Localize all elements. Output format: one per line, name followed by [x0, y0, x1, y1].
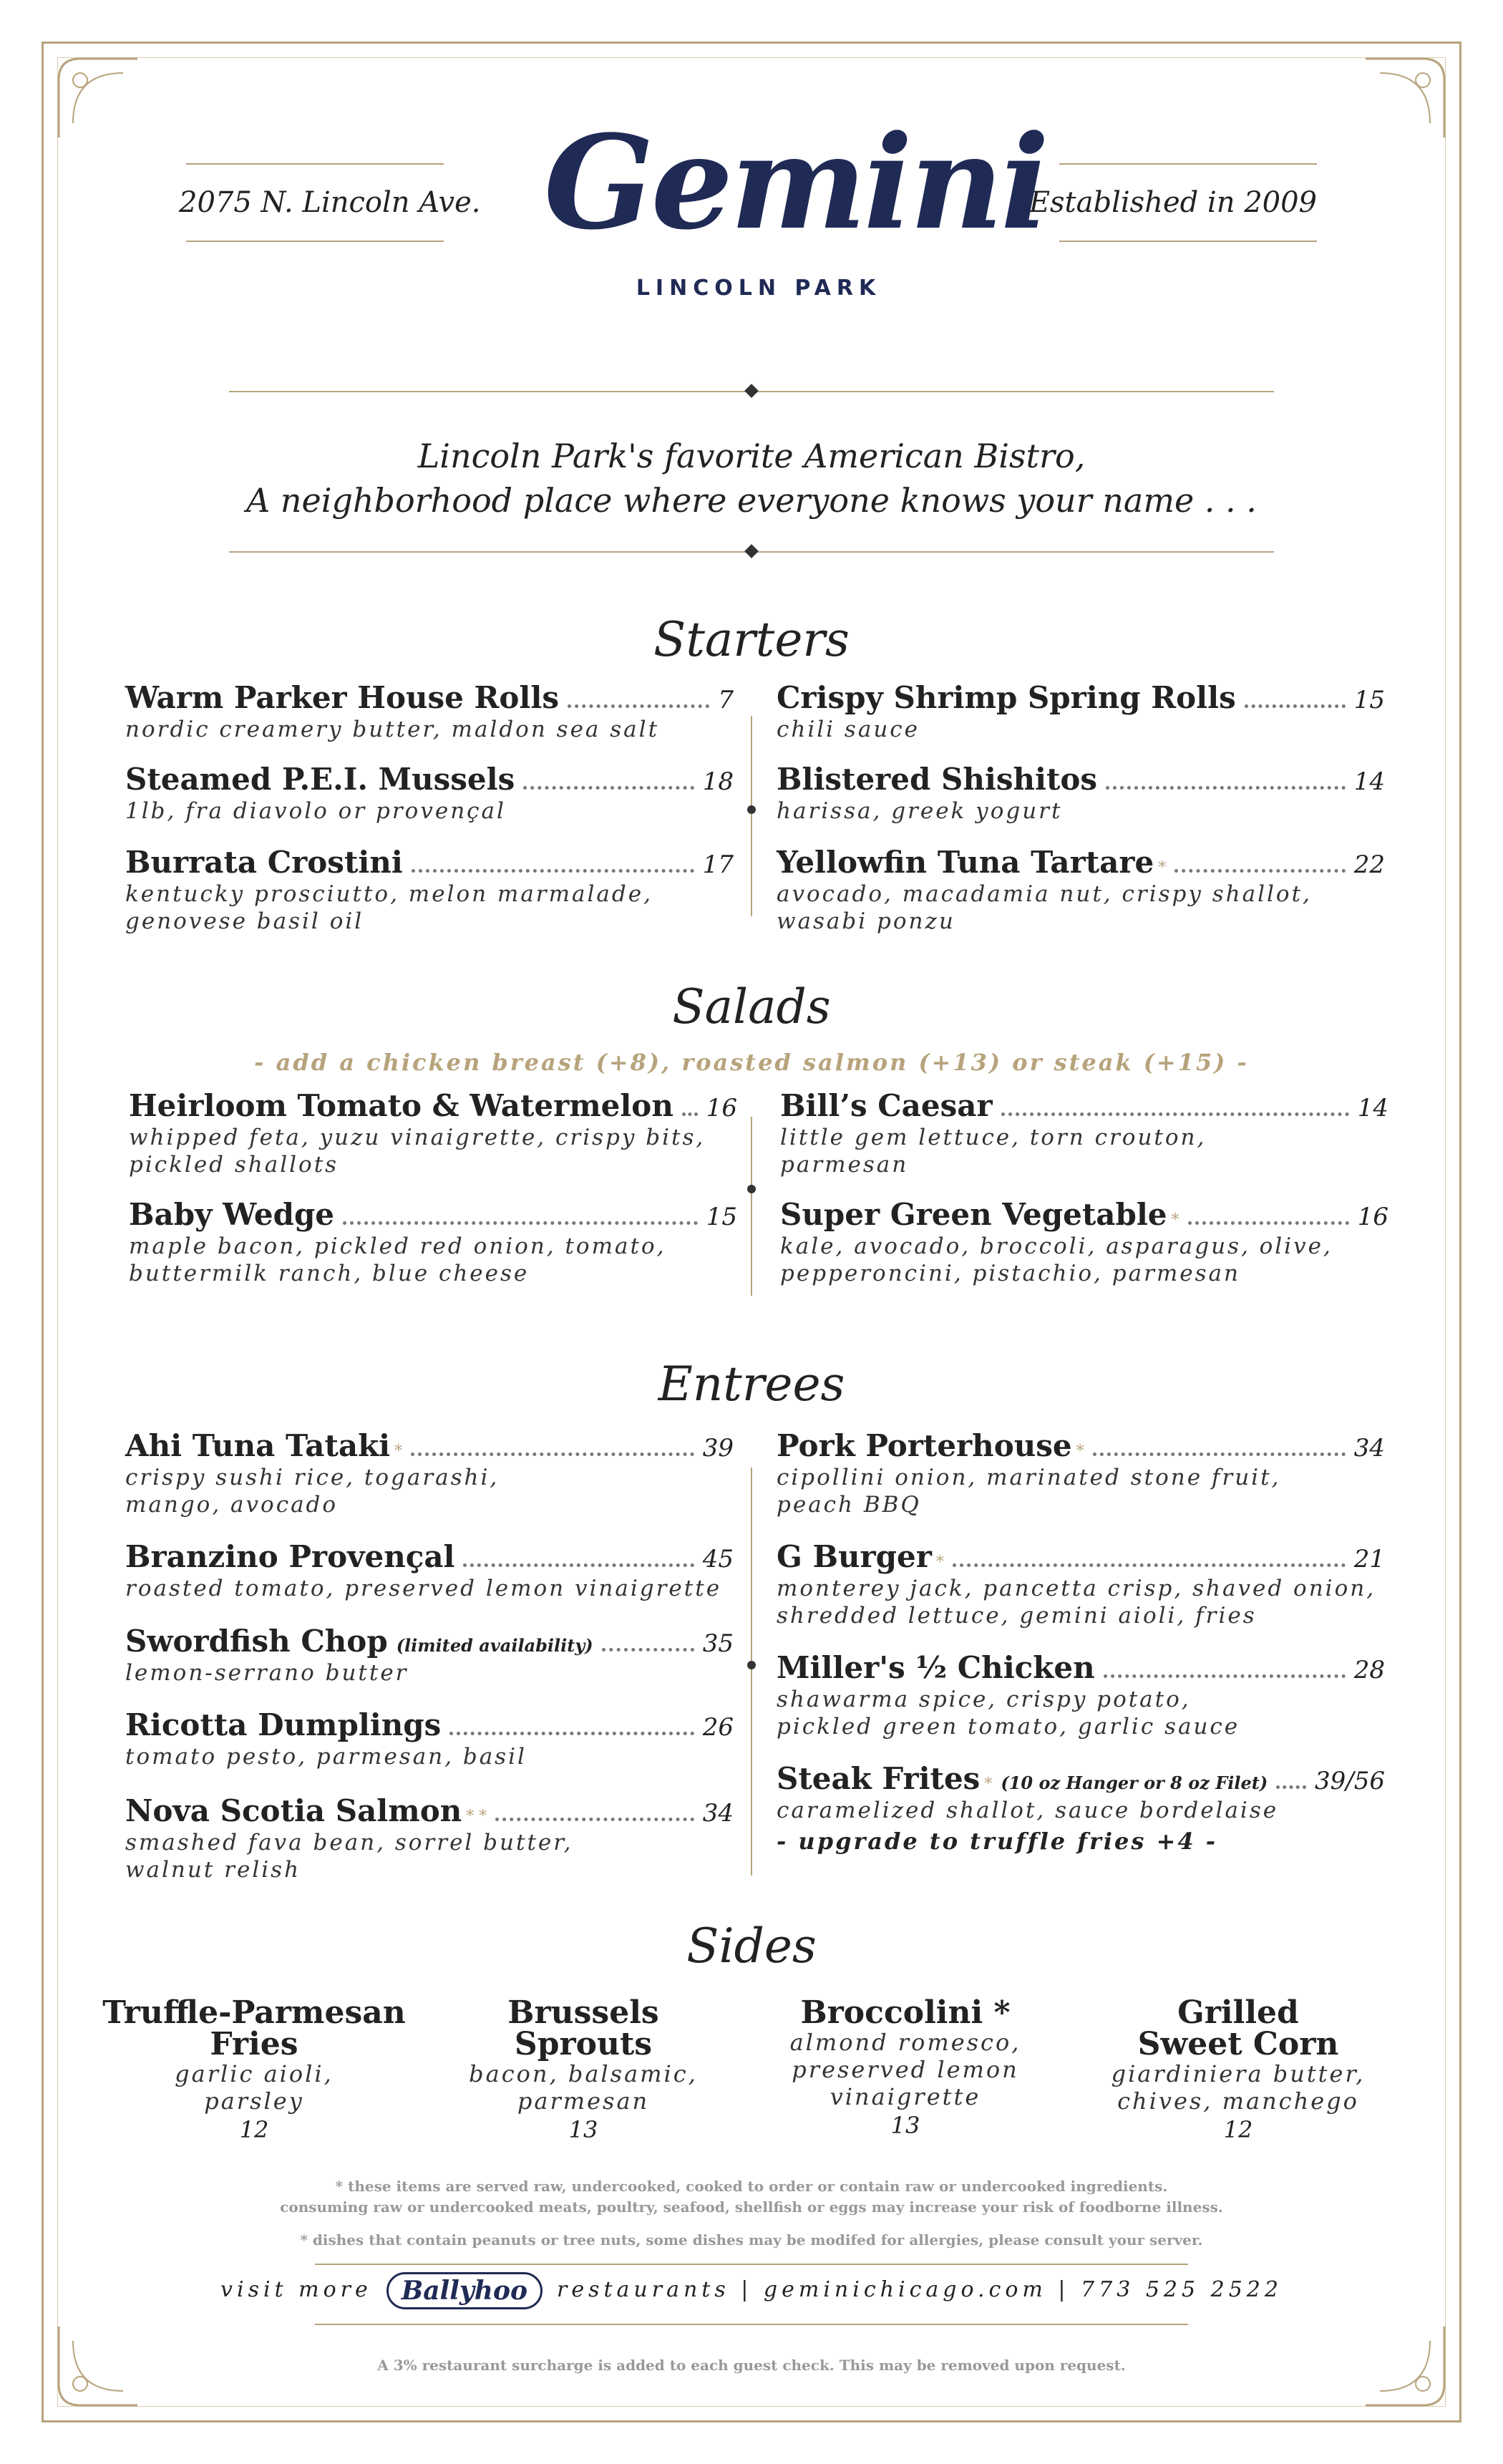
leader-dots: [682, 1112, 698, 1116]
side-item: [100, 1994, 408, 2143]
upgrade-note: - upgrade to truffle fries +4 -: [777, 1828, 1218, 1855]
item-name: Miller's ½ Chicken: [777, 1650, 1095, 1685]
item-name: Baby Wedge: [129, 1197, 335, 1232]
item-desc: pepperoncini, pistachio, parmesan: [780, 1261, 1240, 1286]
leader-dots: [343, 1221, 698, 1225]
address-rule-bottom: [186, 241, 444, 242]
section-title-sides: Sides: [686, 1919, 817, 1974]
item-price: 7: [718, 686, 734, 714]
side-name: Sprouts: [514, 2026, 653, 2062]
item-price: 39: [702, 1434, 734, 1463]
item-price: 45: [702, 1545, 734, 1573]
established: Established in 2009: [1028, 186, 1317, 219]
raw-star: * *: [466, 1808, 487, 1825]
column-divider: [751, 716, 752, 916]
item-price: 34: [1353, 1434, 1385, 1463]
side-desc: parmesan: [517, 2087, 650, 2115]
item-desc: walnut relish: [125, 1857, 301, 1883]
raw-star: *: [984, 1775, 993, 1793]
item-desc: roasted tomato, preserved lemon vinaigrette: [125, 1576, 722, 1601]
item-price: 15: [706, 1203, 737, 1231]
item-name: Pork Porterhouse: [777, 1428, 1072, 1463]
item-name: G Burger: [777, 1539, 932, 1574]
item-price: 39/56: [1315, 1767, 1385, 1795]
leader-dots: [1104, 1674, 1346, 1678]
leader-dots: [1093, 1452, 1346, 1456]
menu-item: [125, 1793, 734, 1883]
menu-item: [780, 1197, 1388, 1286]
raw-star: *: [1158, 859, 1167, 877]
raw-warning-2: consuming raw or undercooked meats, poultry, seafood, shellfish or eggs may increase your risk of foodborne illness.: [280, 2198, 1223, 2216]
raw-star: *: [394, 1442, 403, 1460]
item-desc: buttermilk ranch, blue cheese: [129, 1261, 530, 1286]
side-name: Broccolini *: [800, 1994, 1011, 2031]
ballyhoo-logo[interactable]: Ballyhoo: [386, 2272, 543, 2309]
item-desc: crispy sushi rice, togarashi,: [125, 1465, 500, 1490]
surcharge-note: A 3% restaurant surcharge is added to each guest check. This may be removed upon request.: [377, 2357, 1126, 2374]
item-desc: shawarma spice, crispy potato,: [777, 1687, 1191, 1712]
leader-dots: [568, 704, 709, 708]
item-desc: monterey jack, pancetta crisp, shaved onion,: [777, 1576, 1376, 1601]
menu-item: [125, 1428, 734, 1518]
item-name: Ricotta Dumplings: [125, 1707, 442, 1742]
leader-dots: [463, 1563, 694, 1567]
leader-dots: [449, 1732, 694, 1735]
item-name: Warm Parker House Rolls: [125, 680, 559, 715]
menu-item: [777, 1428, 1385, 1518]
menu-item: [125, 1539, 734, 1601]
side-item: [1084, 1994, 1392, 2143]
side-desc: garlic aioli,: [175, 2060, 334, 2087]
item-note: (10 oz Hanger or 8 oz Filet): [1001, 1772, 1268, 1793]
side-desc: bacon, balsamic,: [469, 2060, 698, 2087]
leader-dots: [495, 1818, 694, 1821]
leader-dots: [411, 1452, 694, 1456]
item-desc: caramelized shallot, sauce bordelaise: [777, 1798, 1279, 1823]
menu-item: [777, 1761, 1385, 1855]
leader-dots: [1174, 869, 1346, 873]
leader-dots: [523, 786, 694, 790]
item-name: Ahi Tuna Tataki: [125, 1428, 391, 1463]
leader-dots: [602, 1648, 694, 1651]
visit-post[interactable]: restaurants | geminichicago.com | 773 525 2522: [557, 2277, 1283, 2302]
side-name: Brussels: [507, 1994, 659, 2031]
raw-star: *: [1076, 1442, 1084, 1460]
column-divider: [751, 1468, 752, 1876]
logo: Gemini: [544, 107, 1047, 258]
menu-item: [780, 1088, 1388, 1178]
side-desc: almond romesco,: [789, 2029, 1021, 2056]
item-note: (limited availability): [396, 1635, 593, 1656]
menu-item: [125, 1707, 734, 1770]
corner-ornament-icon: [52, 52, 145, 145]
column-divider: [751, 1117, 752, 1296]
item-desc: 1lb, fra diavolo or provençal: [125, 798, 506, 824]
leader-dots: [1276, 1785, 1306, 1789]
item-price: 16: [706, 1094, 737, 1122]
side-desc: giardiniera butter,: [1111, 2060, 1366, 2087]
menu-item: [777, 845, 1385, 934]
item-price: 26: [702, 1713, 734, 1742]
leader-dots: [1106, 786, 1346, 790]
item-name: Crispy Shrimp Spring Rolls: [777, 680, 1236, 715]
item-price: 34: [702, 1799, 734, 1828]
raw-star: *: [935, 1553, 944, 1571]
item-desc: little gem lettuce, torn crouton,: [780, 1125, 1207, 1150]
item-desc: pickled shallots: [129, 1152, 339, 1178]
logo-neighborhood: LINCOLN PARK: [636, 276, 882, 301]
leader-dots: [412, 869, 694, 873]
item-desc: cipollini onion, marinated stone fruit,: [777, 1465, 1281, 1490]
column-divider-dot: [747, 1185, 756, 1193]
item-desc: pickled green tomato, garlic sauce: [777, 1714, 1240, 1740]
menu-item: [777, 680, 1385, 742]
item-desc: wasabi ponzu: [777, 908, 955, 934]
side-name: Sweet Corn: [1137, 2026, 1339, 2062]
item-price: 16: [1357, 1203, 1388, 1231]
side-price: 13: [890, 2112, 920, 2139]
item-name: Swordfish Chop: [125, 1624, 388, 1659]
visit-line: [0, 2272, 1503, 2309]
section-title-salads: Salads: [672, 979, 831, 1034]
item-name: Yellowfin Tuna Tartare: [777, 845, 1154, 880]
item-desc: avocado, macadamia nut, crispy shallot,: [777, 881, 1312, 907]
leader-dots: [1245, 704, 1346, 708]
menu-item: [129, 1088, 737, 1178]
menu-item: [125, 762, 734, 824]
footer-divider-bottom: [315, 2324, 1188, 2325]
address-rule-top: [186, 163, 444, 165]
item-desc: lemon-serrano butter: [125, 1660, 409, 1686]
side-desc: vinaigrette: [830, 2083, 981, 2110]
visit-pre: visit more: [220, 2277, 372, 2302]
item-price: 22: [1353, 850, 1385, 879]
side-name: Fries: [210, 2026, 298, 2062]
salad-addon-note: - add a chicken breast (+8), roasted salmon (+13) or steak (+15) -: [254, 1049, 1249, 1076]
item-name: Super Green Vegetable: [780, 1197, 1167, 1232]
item-desc: genovese basil oil: [125, 908, 364, 934]
item-price: 14: [1357, 1094, 1388, 1122]
item-desc: shredded lettuce, gemini aioli, fries: [777, 1603, 1257, 1629]
allergy-note: * dishes that contain peanuts or tree nuts, some dishes may be modifed for allergies, please consult your server.: [300, 2231, 1203, 2249]
item-price: 28: [1353, 1656, 1385, 1684]
leader-dots: [1001, 1112, 1349, 1116]
section-title-starters: Starters: [653, 612, 850, 667]
item-desc: kale, avocado, broccoli, asparagus, olive,: [780, 1233, 1333, 1259]
side-item: [429, 1994, 737, 2143]
menu-item: [777, 1539, 1385, 1629]
item-desc: harissa, greek yogurt: [777, 798, 1063, 824]
item-desc: mango, avocado: [125, 1492, 339, 1518]
footer-divider-top: [315, 2264, 1188, 2265]
menu-item: [125, 680, 734, 742]
item-name: Nova Scotia Salmon: [125, 1793, 462, 1828]
menu-item: [129, 1197, 737, 1286]
menu-item: [777, 1650, 1385, 1740]
section-title-entrees: Entrees: [658, 1357, 845, 1412]
tagline-line2: A neighborhood place where everyone knows your name . . .: [246, 481, 1257, 520]
tagline-line1: Lincoln Park's favorite American Bistro,: [417, 437, 1086, 475]
column-divider-dot: [747, 1661, 756, 1669]
side-name: Truffle-Parmesan: [102, 1994, 406, 2031]
side-desc: chives, manchego: [1117, 2087, 1359, 2115]
side-price: 12: [239, 2116, 269, 2143]
item-price: 17: [702, 850, 734, 879]
item-name: Branzino Provençal: [125, 1539, 455, 1574]
item-name: Blistered Shishitos: [777, 762, 1098, 797]
established-rule-top: [1059, 163, 1317, 165]
item-name: Heirloom Tomato & Watermelon: [129, 1088, 673, 1123]
item-price: 14: [1353, 767, 1385, 796]
leader-dots: [953, 1563, 1346, 1567]
item-name: Steamed P.E.I. Mussels: [125, 762, 515, 797]
item-price: 35: [702, 1629, 734, 1658]
column-divider-dot: [747, 805, 756, 814]
item-desc: whipped feta, yuzu vinaigrette, crispy bits,: [129, 1125, 706, 1150]
item-name: Bill’s Caesar: [780, 1088, 993, 1123]
item-name: Burrata Crostini: [125, 845, 403, 880]
side-desc: parsley: [204, 2087, 304, 2115]
item-desc: nordic creamery butter, maldon sea salt: [125, 717, 660, 742]
side-price: 13: [568, 2116, 598, 2143]
item-name: Steak Frites: [777, 1761, 981, 1796]
side-desc: preserved lemon: [792, 2056, 1019, 2083]
menu-item: [777, 762, 1385, 824]
item-price: 21: [1353, 1545, 1385, 1573]
item-desc: maple bacon, pickled red onion, tomato,: [129, 1233, 666, 1259]
raw-warning-1: * these items are served raw, undercooked, cooked to order or contain raw or undercooked ingredients.: [335, 2178, 1168, 2195]
menu-item: [125, 845, 734, 934]
raw-star: *: [1171, 1211, 1179, 1229]
item-price: 18: [702, 767, 734, 796]
item-desc: peach BBQ: [777, 1492, 921, 1518]
side-price: 12: [1223, 2116, 1253, 2143]
side-name: Grilled: [1177, 1994, 1299, 2031]
menu-item: [125, 1624, 734, 1686]
item-desc: tomato pesto, parmesan, basil: [125, 1744, 527, 1770]
side-item: [752, 1994, 1059, 2139]
item-price: 15: [1353, 686, 1385, 714]
item-desc: chili sauce: [777, 717, 920, 742]
corner-ornament-icon: [1358, 52, 1451, 145]
leader-dots: [1188, 1221, 1349, 1225]
item-desc: kentucky prosciutto, melon marmalade,: [125, 881, 653, 907]
address: 2075 N. Lincoln Ave.: [179, 186, 481, 219]
item-desc: parmesan: [780, 1152, 909, 1178]
item-desc: smashed fava bean, sorrel butter,: [125, 1830, 573, 1856]
established-rule-bottom: [1059, 241, 1317, 242]
